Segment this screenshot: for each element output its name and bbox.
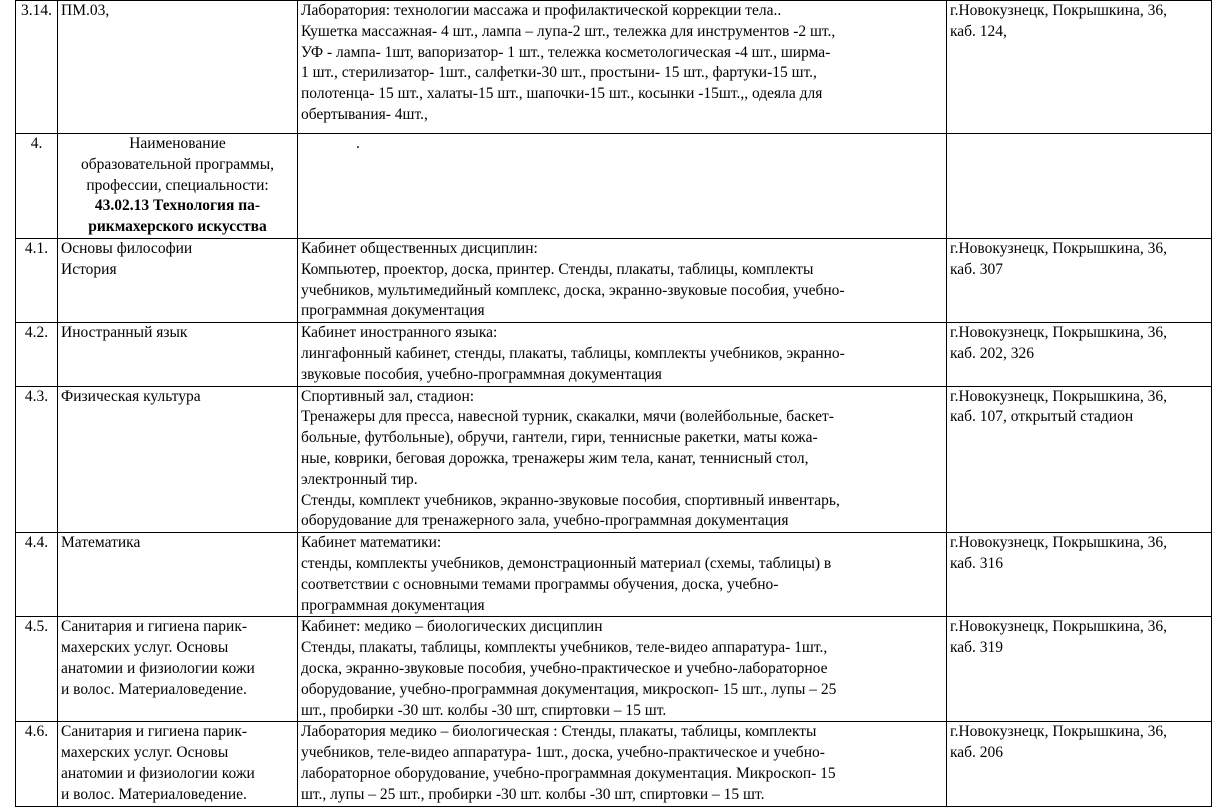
address-line: г.Новокузнецк, Покрышкина, 36, (950, 534, 1168, 552)
equipment-line: Стенды, плакаты, таблицы, комплекты учебников, теле-видео аппаратура- 1шт., (301, 639, 828, 657)
equipment-line: лабораторное оборудование, учебно-программная документация. Микроскоп- 15 (301, 764, 836, 782)
program-header-line: Наименование (129, 135, 226, 152)
program-cell (58, 134, 298, 239)
row-number: 4. (30, 135, 43, 152)
address-line: г.Новокузнецк, Покрышкина, 36, (950, 618, 1168, 636)
address-cell (947, 533, 1212, 617)
equipment-line: оборудование, учебно-программная документация, микроскоп- 15 шт., лупы – 25 (301, 680, 837, 698)
equipment-cell (298, 238, 947, 322)
equipment-line: больные, футбольные), обручи, гантели, гири, теннисные ракетки, маты кожа- (301, 429, 818, 447)
program-cell (58, 722, 298, 806)
address-line: каб. 307 (950, 260, 1004, 278)
program-line: Иностранный язык (61, 324, 188, 342)
program-line: ПМ.03, (61, 2, 110, 19)
equipment-cell (298, 533, 947, 617)
program-line: анатомии и физиологии кожи (61, 659, 255, 677)
specialty-title-line: рикмахерского искусства (88, 218, 267, 236)
equipment-line: 1 шт., стерилизатор- 1шт., салфетки-30 шт., простыни- 15 шт., фартуки-15 шт., (301, 64, 817, 82)
address-line: г.Новокузнецк, Покрышкина, 36, (950, 387, 1168, 405)
equipment-line: учебников, теле-видео аппаратура- 1шт., доска, учебно-практическое и учебно- (301, 744, 825, 762)
table-row (16, 617, 1212, 722)
table-row (16, 134, 1212, 239)
equipment-line: доска, экранно-звуковые пособия, учебно-практическое и учебно-лабораторное (301, 659, 828, 677)
program-cell (58, 1, 298, 134)
equipment-line: ные, коврики, беговая дорожка, тренажеры жим тела, канат, теннисный стол, (301, 449, 809, 467)
program-cell (58, 617, 298, 722)
equipment-line: Лаборатория медико – биологическая : Стенды, плакаты, таблицы, комплекты (301, 723, 817, 741)
equipment-line: лингафонный кабинет, стенды, плакаты, таблицы, комплекты учебников, экранно- (301, 344, 845, 362)
address-line: каб. 206 (950, 744, 1004, 762)
equipment-line: УФ - лампа- 1шт, вапоризатор- 1 шт., тележка косметологическая -4 шт., ширма- (301, 43, 831, 61)
equipment-line: программная документация (301, 302, 485, 320)
table-row (16, 722, 1212, 806)
equipment-line: Спортивный зал, стадион: (301, 387, 475, 405)
row-number-cell (16, 617, 58, 722)
equipment-cell (298, 134, 947, 239)
equipment-line: Кабинет математики: (301, 534, 442, 552)
specialty-title-line: 43.02.13 Технология па- (94, 197, 261, 215)
table-row (16, 323, 1212, 386)
row-number: 4.1. (24, 239, 49, 257)
program-line: анатомии и физиологии кожи (61, 764, 255, 782)
program-line: История (61, 260, 117, 278)
equipment-line: шт., пробирки -30 шт. колбы -30 шт, спиртовки – 15 шт. (301, 701, 667, 719)
address-cell (947, 722, 1212, 806)
table-row (16, 533, 1212, 617)
equipment-line: шт., лупы – 25 шт., пробирки -30 шт. колбы -30 шт, спиртовки – 15 шт. (301, 785, 765, 803)
equipment-line: обертывания- 4шт., (301, 105, 428, 123)
program-line: Санитария и гигиена парик- (61, 618, 248, 636)
row-number-cell (16, 238, 58, 322)
equipment-line: Тренажеры для пресса, навесной турник, скакалки, мячи (волейбольные, баскет- (301, 408, 834, 426)
table-row (16, 1, 1212, 134)
table-row (16, 238, 1212, 322)
equipment-cell (298, 1, 947, 134)
row-number-cell (16, 533, 58, 617)
equipment-cell (298, 323, 947, 386)
address-line: каб. 202, 326 (950, 344, 1035, 362)
equipment-line: программная документация (301, 596, 485, 614)
row-number-cell (16, 323, 58, 386)
program-line: Физическая культура (61, 387, 201, 405)
equipment-cell (298, 722, 947, 806)
address-cell (947, 386, 1212, 533)
row-number: 4.3. (24, 387, 49, 405)
address-cell (947, 617, 1212, 722)
address-cell (947, 323, 1212, 386)
address-line: каб. 124, (950, 22, 1007, 40)
program-header-line: образовательной программы, (80, 155, 274, 173)
row-number-cell (16, 134, 58, 239)
address-line: каб. 316 (950, 554, 1004, 572)
equipment-cell (298, 617, 947, 722)
program-cell (58, 238, 298, 322)
address-cell (947, 1, 1212, 134)
program-header-line: профессии, специальности: (86, 176, 269, 194)
program-line: и волос. Материаловедение. (61, 785, 247, 803)
address-line: каб. 107, открытый стадион (950, 408, 1134, 426)
equipment-line: Кабинет иностранного языка: (301, 324, 498, 342)
address-cell (947, 238, 1212, 322)
row-number: 4.4. (24, 534, 49, 552)
equipment-line: Кушетка массажная- 4 шт., лампа – лупа-2 шт., тележка для инструментов -2 шт., (301, 22, 836, 40)
equipment-table (15, 0, 1212, 807)
equipment-line: полотенца- 15 шт., халаты-15 шт., шапочки-15 шт., косынки -15шт.,, одеяла для (301, 85, 823, 103)
equipment-line: звуковые пособия, учебно-программная документация (301, 365, 662, 383)
row-number-cell (16, 722, 58, 806)
equipment-line: оборудование для тренажерного зала, учебно-программная документация (301, 512, 789, 530)
row-number-cell (16, 1, 58, 134)
row-number: 4.2. (24, 324, 49, 342)
address-line: г.Новокузнецк, Покрышкина, 36, (950, 2, 1168, 19)
equipment-line: Кабинет общественных дисциплин: (301, 239, 538, 257)
equipment-line: электронный тир. (301, 470, 418, 488)
row-number: 4.5. (24, 618, 49, 636)
program-line: Математика (61, 534, 141, 552)
program-line: махерских услуг. Основы (61, 744, 229, 762)
program-cell (58, 323, 298, 386)
program-line: махерских услуг. Основы (61, 639, 229, 657)
row-number: 4.6. (24, 723, 49, 741)
row-number: 3.14. (21, 2, 52, 19)
equipment-line: Компьютер, проектор, доска, принтер. Стенды, плакаты, таблицы, комплекты (301, 260, 814, 278)
equipment-line: учебников, мультимедийный комплекс, доска, экранно-звуковые пособия, учебно- (301, 281, 845, 299)
address-line: г.Новокузнецк, Покрышкина, 36, (950, 324, 1168, 342)
equipment-line: стенды, комплекты учебников, демонстрационный материал (схемы, таблицы) в (301, 554, 832, 572)
equipment-cell (298, 386, 947, 533)
program-line: и волос. Материаловедение. (61, 680, 247, 698)
row-number-cell (16, 386, 58, 533)
program-line: Основы философии (61, 239, 193, 257)
table-row (16, 386, 1212, 533)
program-cell (58, 533, 298, 617)
program-cell (58, 386, 298, 533)
address-line: г.Новокузнецк, Покрышкина, 36, (950, 239, 1168, 257)
equipment-line: соответствии с основными темами программы обучения, доска, учебно- (301, 575, 779, 593)
address-cell (947, 134, 1212, 239)
equipment-line: Стенды, комплект учебников, экранно-звуковые пособия, спортивный инвентарь, (301, 491, 840, 509)
equipment-line: Кабинет: медико – биологических дисциплин (301, 618, 603, 636)
equipment-dot: . (356, 135, 360, 152)
address-line: каб. 319 (950, 639, 1004, 657)
program-line: Санитария и гигиена парик- (61, 723, 248, 741)
address-line: г.Новокузнецк, Покрышкина, 36, (950, 723, 1168, 741)
equipment-line: Лаборатория: технологии массажа и профилактической коррекции тела.. (301, 2, 782, 19)
